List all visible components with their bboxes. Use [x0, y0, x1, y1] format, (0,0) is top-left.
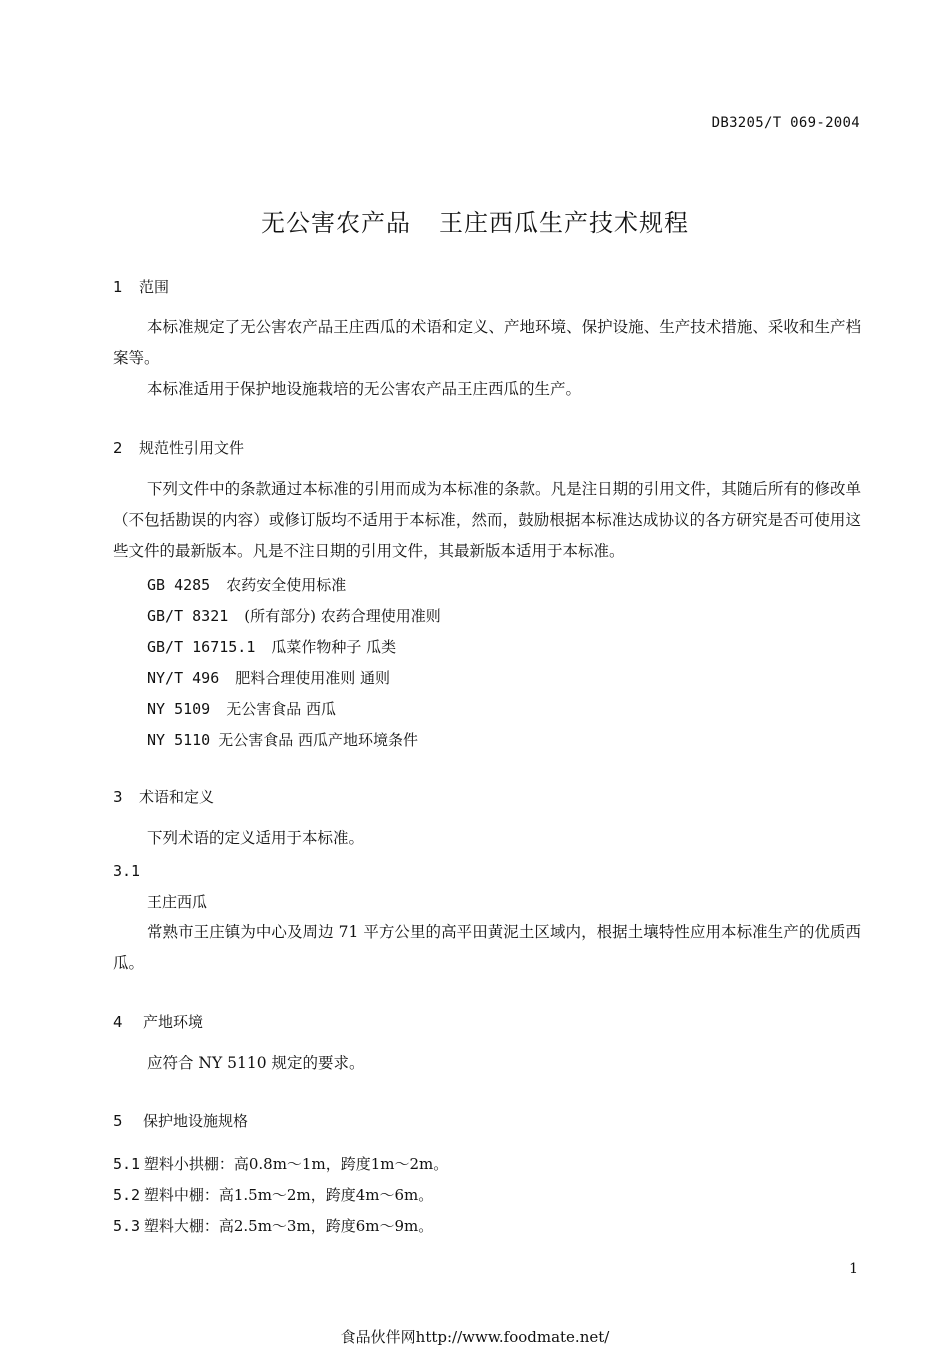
section-number: 2 [113, 439, 123, 457]
section-title: 范围 [139, 278, 170, 296]
reference-item [147, 729, 418, 750]
reference-title: 瓜菜作物种子 瓜类 [271, 638, 397, 656]
section-title: 术语和定义 [139, 788, 215, 806]
spec-item [113, 1184, 433, 1205]
term-definition: 常熟市王庄镇为中心及周边 71 平方公里的高平田黄泥土区域内，根据土壤特性应用本标准生产的优质西瓜。 [113, 923, 861, 972]
section-number: 1 [113, 278, 123, 296]
reference-item [147, 636, 396, 657]
section-2-heading [113, 437, 244, 458]
section-4-paragraph-1: 应符合 NY 5110 规定的要求。 [147, 1054, 365, 1072]
section-3-paragraph-1: 下列术语的定义适用于本标准。 [147, 829, 365, 847]
document-number: DB3205/T 069-2004 [711, 115, 860, 131]
section-1-heading [113, 276, 169, 297]
spec-item [113, 1215, 433, 1236]
reference-title: (所有部分) 农药合理使用准则 [244, 607, 441, 625]
term-name: 王庄西瓜 [147, 893, 208, 911]
reference-title: 农药安全使用标准 [226, 576, 347, 594]
reference-code: NY/T 496 [147, 669, 220, 687]
page-number: 1 [849, 1261, 858, 1277]
spec-text: 塑料中棚：高1.5m～2m，跨度4m～6m。 [143, 1186, 434, 1204]
spec-text: 塑料大棚：高2.5m～3m，跨度6m～9m。 [143, 1217, 434, 1235]
spec-number: 5.2 [113, 1186, 141, 1204]
reference-code: NY 5109 [147, 700, 211, 718]
spec-number: 5.3 [113, 1217, 141, 1235]
section-1-paragraph-1: 本标准规定了无公害农产品王庄西瓜的术语和定义、产地环境、保护设施、生产技术措施、采收和生产档案等。 [113, 318, 861, 367]
spec-number: 5.1 [113, 1155, 141, 1173]
section-4-heading [113, 1011, 203, 1032]
title-part-1: 无公害农产品 [261, 209, 411, 237]
reference-code: GB/T 16715.1 [147, 638, 256, 656]
title-part-2: 王庄西瓜生产技术规程 [439, 209, 689, 237]
section-3-heading [113, 786, 214, 807]
reference-title: 无公害食品 西瓜产地环境条件 [218, 731, 418, 749]
document-title [0, 203, 950, 238]
footer-watermark: 食品伙伴网http://www.foodmate.net/ [340, 1328, 610, 1346]
spec-item [113, 1153, 448, 1174]
reference-title: 无公害食品 西瓜 [226, 700, 336, 718]
section-title: 保护地设施规格 [143, 1112, 249, 1130]
section-2-paragraph-1: 下列文件中的条款通过本标准的引用而成为本标准的条款。凡是注日期的引用文件，其随后所有的修改单（不包括勘误的内容）或修订版均不适用于本标准，然而，鼓励根据本标准达成协议的各方研究是否可使用这些文件的最新版本。凡是不注日期的引用文件，其最新版本适用于本标准。 [113, 480, 861, 560]
section-number: 4 [113, 1013, 123, 1031]
section-5-heading [113, 1110, 248, 1131]
section-1-paragraph-2: 本标准适用于保护地设施栽培的无公害农产品王庄西瓜的生产。 [147, 380, 582, 398]
reference-code: NY 5110 [147, 731, 211, 749]
reference-code: GB 4285 [147, 576, 211, 594]
reference-item [147, 605, 441, 626]
subsection-number: 3.1 [113, 862, 141, 880]
reference-title: 肥料合理使用准则 通则 [235, 669, 391, 687]
reference-item [147, 574, 346, 595]
section-title: 产地环境 [143, 1013, 204, 1031]
section-number: 5 [113, 1112, 123, 1130]
spec-text: 塑料小拱棚：高0.8m～1m，跨度1m～2m。 [143, 1155, 449, 1173]
section-title: 规范性引用文件 [139, 439, 245, 457]
section-number: 3 [113, 788, 123, 806]
reference-item [147, 667, 390, 688]
reference-item [147, 698, 336, 719]
reference-code: GB/T 8321 [147, 607, 229, 625]
